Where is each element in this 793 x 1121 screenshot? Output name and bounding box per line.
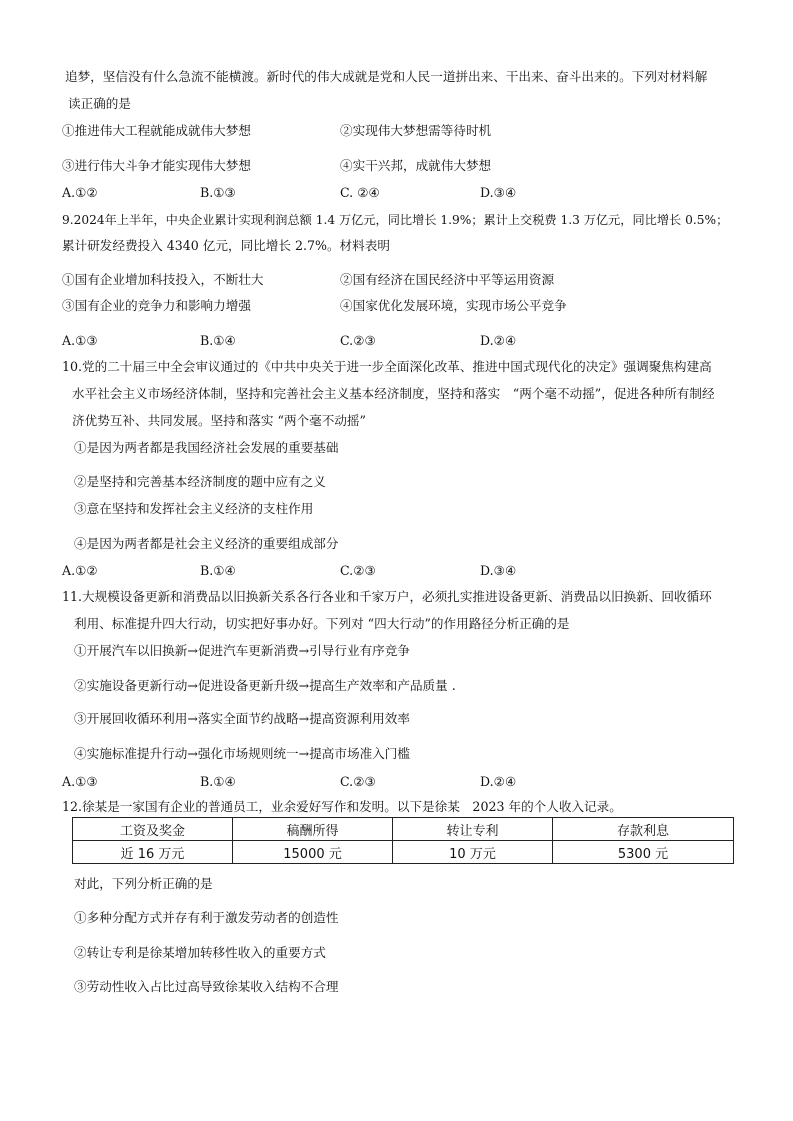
q9-stem-line1: 9.2024年上半年，中央企业累计实现利润总额 1.4 万亿元，同比增长 1.9%；累计上交税费 1.3 万亿元，同比增长 0.5%； — [62, 213, 729, 227]
q10-stem-line2: 水平社会主义市场经济体制，坚持和完善社会主义基本经济制度，坚持和落实 “两个毫不动摇”，促进各种所有制经 — [72, 386, 715, 401]
income-table — [72, 817, 734, 864]
q10-choice-c: C.②③ — [340, 563, 376, 578]
q9-choice-d: D.②④ — [480, 333, 517, 348]
q11-choice-a: A.①③ — [62, 774, 98, 789]
q10-choice-d: D.③④ — [480, 563, 517, 578]
q12-item-2: ②转让专利是徐某增加转移性收入的重要方式 — [74, 945, 326, 960]
q11-choice-d: D.②④ — [480, 774, 517, 789]
q11-stem-line1: 11.大规模设备更新和消费品以旧换新关系各行各业和千家万户，必须扎实推进设备更新、消费品以旧换新、回收循环 — [62, 589, 712, 604]
q8-stem-line1: 追梦，坚信没有什么急流不能横渡。新时代的伟大成就是党和人民一道拼出来、干出来、奋斗出来的。下列对材料解 — [65, 69, 708, 84]
q8-item-2: ②实现伟大梦想需等待时机 — [340, 123, 492, 138]
q9-item-4: ④国家优化发展环境，实现市场公平竞争 — [340, 298, 567, 313]
q10-item-4: ④是因为两者都是社会主义经济的重要组成部分 — [74, 536, 339, 551]
income-table-cell: 近 16 万元 — [73, 841, 233, 864]
q11-item-2: ②实施设备更新行动→促进设备更新升级→提高生产效率和产品质量 . — [74, 678, 456, 693]
q8-choice-b: B.①③ — [200, 185, 236, 200]
q8-item-1: ①推进伟大工程就能成就伟大梦想 — [62, 123, 251, 138]
income-table-cell: 15000 元 — [233, 841, 393, 864]
q11-choice-c: C.②③ — [340, 774, 376, 789]
q12-item-1: ①多种分配方式并存有利于激发劳动者的创造性 — [74, 910, 339, 925]
q11-stem-line2: 利用、标准提升四大行动，切实把好事办好。下列对 “四大行动”的作用路径分析正确的是 — [74, 616, 570, 631]
q12-item-3: ③劳动性收入占比过高导致徐某收入结构不合理 — [74, 979, 339, 994]
q9-item-1: ①国有企业增加科技投入，不断壮大 — [62, 272, 264, 287]
q8-choice-d: D.③④ — [480, 185, 517, 200]
q10-item-2: ②是坚持和完善基本经济制度的题中应有之义 — [74, 474, 326, 489]
income-table-row — [73, 841, 734, 864]
q11-item-1: ①开展汽车以旧换新→促进汽车更新消费→引导行业有序竞争 — [74, 643, 410, 658]
q9-item-3: ③国有企业的竞争力和影响力增强 — [62, 298, 251, 313]
q10-item-1: ①是因为两者都是我国经济社会发展的重要基础 — [74, 440, 339, 455]
q8-stem-line2: 读正确的是 — [68, 96, 131, 111]
q10-choice-b: B.①④ — [200, 563, 236, 578]
income-table-cell: 5300 元 — [553, 841, 734, 864]
income-table-header-row — [73, 818, 734, 841]
q9-choice-b: B.①④ — [200, 333, 236, 348]
q8-choice-c: C. ②④ — [340, 185, 380, 200]
q9-choice-a: A.①③ — [62, 333, 98, 348]
q11-item-3: ③开展回收循环利用→落实全面节约战略→提高资源利用效率 — [74, 711, 410, 726]
q9-stem-line2: 累计研发经费投入 4340 亿元，同比增长 2.7%。材料表明 — [62, 238, 390, 253]
q11-item-4: ④实施标准提升行动→强化市场规则统一→提高市场准入门槛 — [74, 746, 410, 761]
income-table-header: 工资及奖金 — [73, 818, 233, 841]
q8-choice-a: A.①② — [62, 185, 98, 200]
q10-stem-line1: 10.党的二十届三中全会审议通过的《中共中央关于进一步全面深化改革、推进中国式现代化的决定》强调聚焦构建高 — [62, 359, 712, 374]
income-table-header: 转让专利 — [393, 818, 553, 841]
income-table-header: 存款利息 — [553, 818, 734, 841]
q12-after-table: 对此，下列分析正确的是 — [74, 876, 213, 891]
q10-choice-a: A.①② — [62, 563, 98, 578]
q11-choice-b: B.①④ — [200, 774, 236, 789]
q9-choice-c: C.②③ — [340, 333, 376, 348]
income-table-header: 稿酬所得 — [233, 818, 393, 841]
q8-item-4: ④实干兴邦，成就伟大梦想 — [340, 158, 492, 173]
q10-item-3: ③意在坚持和发挥社会主义经济的支柱作用 — [74, 501, 314, 516]
income-table-cell: 10 万元 — [393, 841, 553, 864]
q9-item-2: ②国有经济在国民经济中平等运用资源 — [340, 272, 555, 287]
q10-stem-line3: 济优势互补、共同发展。坚持和落实 “两个毫不动摇” — [72, 413, 366, 428]
q12-stem-line1: 12.徐某是一家国有企业的普通员工，业余爱好写作和发明。以下是徐某 2023 年的个人收入记录。 — [62, 799, 622, 814]
q8-item-3: ③进行伟大斗争才能实现伟大梦想 — [62, 158, 251, 173]
